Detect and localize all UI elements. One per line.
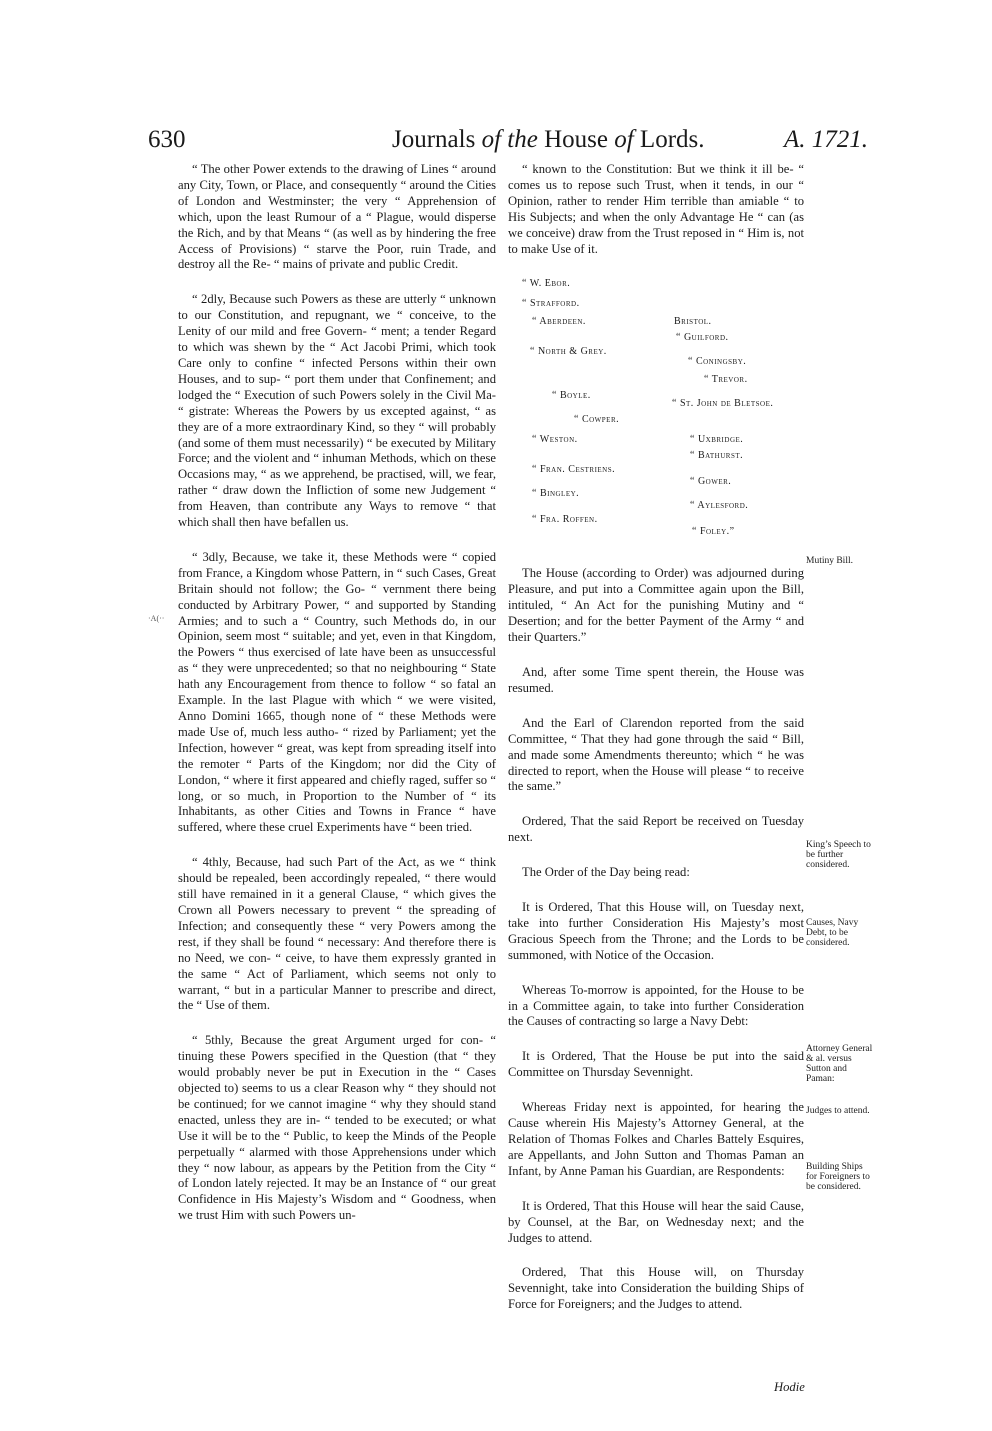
protest-paragraph-2: “ 2dly, Because such Powers as these are utterly “ unknown to our Constitution, and repugnant, we “ conceive, to the Lenity of our mild and free Govern- “ ment; a tender Regard to which was shewn by the “ Act Jacobi Primi, which took Care only to confine “ infected Persons within their own Houses, and to sup- “ port them under that Confinement; and lodged the “ Execution of such Powers solely in the Civil Ma- “ gistrate: Whereas the Powers by us excepted against, “ as they are of a more extraordinary Kind, so they “ will probably (and some of them must necessarily) “ be executed by Military Force; and the violent and “ inhuman Methods, which on these Occasions may, “ as we apprehend, be practised, will, we fear, rather “ draw down the Infliction of some new Judgement “ from Heaven, than contribute any Ways to remove “ that which shall then have befallen us. [178, 292, 496, 530]
left-column [178, 162, 496, 1243]
signature: “ Fra. Roffen. [532, 514, 598, 526]
signature: “ Aberdeen. [532, 316, 586, 328]
proceeding-paragraph: And the Earl of Clarendon reported from the said Committee, “ That they had gone through the said “ Bill, and made some Amendments thereunto; which “ he was directed to report, when the House will please “ to receive the same.” [508, 715, 804, 794]
signature: “ Guilford. [676, 332, 729, 344]
protest-paragraph-3: “ 3dly, Because, we take it, these Methods were “ copied from France, a Kingdom whose Pattern, in “ such Cases, Great Britain should not follow; the Go- “ vernment there being conducted by Arbitrary Power, “ and supported by Standing Armies; and to such a “ Country, such Methods do, in our Opinion, seem most “ suitable; and yet, even in that Kingdom, the Powers “ thus exercised of late have been as unsuccessful as “ they were unprecedented; so that no neighbouring “ State hath any Encouragement from thence to follow “ so fatal an Example. In the last Plague with which “ we were visited, Anno Domini 1665, though none of “ these Methods were made Use of, much less autho- “ rized by Parliament; yet the Infection, however “ great, was kept from spreading itself into the remoter “ Parts of the Kingdom; nor did the City of London, “ where it first appeared and chiefly raged, suffer so “ long, or so much, in Proportion to the Number of “ its Inhabitants, as other Cities and Towns in France “ have suffered, where these cruel Experiments have “ been tried. [178, 549, 496, 835]
signature: “ Strafford. [522, 298, 580, 310]
proceeding-paragraph: Ordered, That this House will, on Thursday Sevennight, take into Consideration the building Ships of Force for Foreigners; and the Judges to attend. [508, 1265, 804, 1312]
signature: “ Gower. [690, 476, 732, 488]
margin-note-building-ships: Building Ships for Foreigners to be considered. [806, 1162, 870, 1192]
proceeding-paragraph: Ordered, That the said Report be received on Tuesday next. [508, 814, 804, 845]
stray-mark: ·A(·· [148, 614, 165, 623]
signature: “ North & Grey. [530, 346, 607, 358]
catchword: Hodie [774, 1380, 805, 1394]
signature: “ Aylesford. [690, 500, 749, 512]
proceeding-paragraph: It is Ordered, That this House will, on Tuesday next, take into further Consideration His Majesty’s most Gracious Speech from the Throne; and the Lords to be summoned, with Notice of the Occasion. [508, 900, 804, 962]
signature: “ Cowper. [574, 414, 620, 426]
signature: “ Boyle. [552, 390, 591, 402]
proceeding-paragraph: And, after some Time spent therein, the House was resumed. [508, 664, 804, 695]
page-number: 630 [148, 126, 186, 153]
signature: “ Fran. Cestriens. [532, 464, 616, 476]
signature: “ Bathurst. [690, 450, 744, 462]
proceeding-paragraph: The House (according to Order) was adjourned during Pleasure, and put into a Committee again upon the Bill, intituled, “ An Act for the punishing Mutiny and “ Desertion; and for the better Payment of the Army “ and their Quarters.” [508, 566, 804, 645]
proceeding-paragraph: Whereas Friday next is appointed, for hearing the Cause wherein His Majesty’s Attorney General, at the Relation of Thomas Folkes and Charles Battely Esquires, are Appellants, and John Sutton and Thomas Paman an Infant, by Anne Paman his Guardian, are Respondents: [508, 1100, 804, 1178]
margin-note-attorney-general: Attorney General & al. versus Sutton and Paman: [806, 1044, 873, 1084]
page-year: A. 1721. [783, 126, 868, 153]
protest-paragraph-5: “ 5thly, Because the great Argument urged for con- “ tinuing these Powers specified in the Question (that “ they would probably never be put in Execution in the “ Cases objected to) seems to us a clear Reason why “ they should not be continued; for we cannot imagine “ why they should stand enacted, unless they are in- “ tended to be executed; or what Use it will be to the “ Public, to keep the Minds of the People perpetually “ alarmed with those Apprehensions under which they “ now labour, as appears by the Petition from the City “ of London lately rejected. It may be an Instance of “ our great Confidence in His Majesty’s Wisdom and “ Goodness, when we trust Him with such Powers un- [178, 1033, 496, 1223]
margin-note-mutiny-bill: Mutiny Bill. [806, 556, 853, 566]
signature: “ Coningsby. [688, 356, 747, 368]
signature: “ St. John de Bletsoe. [672, 398, 774, 410]
proceeding-paragraph: Whereas To-morrow is appointed, for the House to be in a Committee again, to take into further Consideration the Causes of contracting so large a Navy Debt: [508, 982, 804, 1029]
signature: Bristol. [674, 316, 712, 328]
protest-paragraph-1: “ The other Power extends to the drawing of Lines “ around any City, Town, or Place, and consequently “ around the Cities of London and Westminster; the very “ Apprehension of which, upon the least Rumour of a “ Plague, would disperse the Rich, and by that Means “ (as well as by hindering the free Access of Provisions) “ starve the Poor, ruin Trade, and destroy all the Re- “ mains of private and public Credit. [178, 162, 496, 272]
right-column [508, 162, 804, 1332]
margin-note-kings-speech: King’s Speech to be further considered. [806, 840, 871, 870]
protest-conclusion: “ known to the Constitution: But we think it ill be- “ comes us to repose such Trust, when it tends, in our “ Opinion, rather to render Him terrible than amiable “ to His Subjects; and when the only Advantage He “ can (as we conceive) draw from the Trust reposed in “ Him is, not to make Use of it. [508, 162, 804, 256]
proceeding-paragraph: The Order of the Day being read: [522, 865, 690, 880]
signature: “ Trevor. [704, 374, 748, 386]
margin-note-navy-debt: Causes, Navy Debt, to be considered. [806, 918, 859, 948]
signature: “ Foley.” [692, 526, 735, 538]
page-header [148, 126, 868, 162]
protest-paragraph-4: “ 4thly, Because, had such Part of the Act, as we “ think should be repealed, been accordingly repealed, “ there would still have remained in it a general Clause, “ which gives the Crown all Powers necessary to prevent “ the spreading of Infection; and consequently these “ very Powers among the rest, if they shall be found “ necessary: And therefore there is no Need, we con- “ ceive, to have them expressly granted in the same “ Act of Parliament, which seems not only to warrant, “ but in a particular Manner to prescribe and direct, the “ Use of them. [178, 855, 496, 1013]
proceeding-paragraph: It is Ordered, That this House will hear the said Cause, by Counsel, at the Bar, on Wednesday next; and the Judges to attend. [508, 1198, 804, 1245]
signature: “ Weston. [532, 434, 578, 446]
signature: “ Bingley. [532, 488, 580, 500]
signature: “ W. Ebor. [522, 278, 571, 290]
proceeding-paragraph: It is Ordered, That the House be put into the said Committee on Thursday Sevennight. [508, 1049, 804, 1080]
margin-note-judges: Judges to attend. [806, 1106, 870, 1116]
running-title: Journals of the House of Lords. [392, 126, 705, 153]
signature-list [508, 276, 804, 554]
signature: “ Uxbridge. [690, 434, 744, 446]
